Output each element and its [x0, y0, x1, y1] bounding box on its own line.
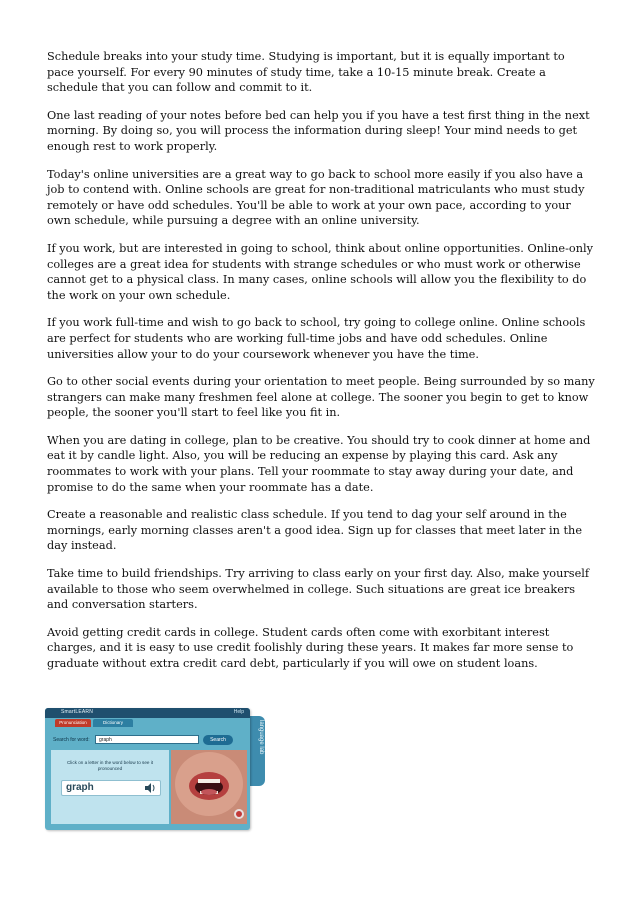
paragraph: Create a reasonable and realistic class schedule. If you tend to dag your self around in the mornings, early morning classes aren't a good idea. Sign up for classes that meet later in the day instead. [47, 508, 583, 553]
instruction-text: Click on a letter in the word below to see it pronounced [66, 760, 154, 771]
side-tab-label: language lab [258, 720, 264, 755]
word-panel [51, 750, 169, 824]
word-box [61, 780, 161, 796]
app-window [45, 708, 250, 830]
tab-pronunciation: Pronunciation [55, 719, 91, 727]
speaker-icon [144, 783, 156, 793]
paragraph: Take time to build friendships. Try arriving to class early on your first day. Also, make yourself available to those who seem overwhelmed in college. Such situations are great ice breakers and conversation starters. [47, 567, 590, 612]
app-logo: SmartLEARN [61, 709, 94, 715]
tab-dictionary: Dictionary [93, 719, 133, 727]
word-display: graph [66, 782, 94, 793]
paragraph: When you are dating in college, plan to be creative. You should try to cook dinner at home and eat it by candle light. Also, you will be reducing an expense by playing this card. Ask any roommates to work with your plans. Tell your roommate to stay away during your date, and promise to do the same when your roommate has a date. [47, 433, 591, 494]
search-input: graph [95, 735, 199, 744]
paragraph: One last reading of your notes before bed can help you if you have a test first thing in the next morning. By doing so, you will process the information during sleep! Your mind needs to get enough rest to work properly. [47, 108, 590, 153]
paragraph: Go to other social events during your orientation to meet people. Being surrounded by so many strangers can make many freshmen feel alone at college. The sooner you begin to get to know people, the sooner you'll start to feel like you fit in. [47, 375, 595, 420]
help-link: Help [233, 709, 244, 715]
search-button: Search [203, 735, 233, 745]
article-body [47, 49, 595, 684]
paragraph: If you work, but are interested in going to school, think about online opportunities. Online-only colleges are a great idea for students with strange schedules or who must work or otherwise cannot get to a physical class. In many cases, online schools will allow you the flexibility to do the work on your own schedule. [47, 241, 594, 302]
paragraph: Avoid getting credit cards in college. Student cards often come with exorbitant interest charges, and it is easy to use credit foolishly during these years. It makes far more sense to graduate without extra credit card debt, particularly if you will owe on student loans. [47, 625, 574, 670]
paragraph: Schedule breaks into your study time. Studying is important, but it is equally important to pace yourself. For every 90 minutes of study time, take a 10-15 minute break. Create a schedule that you can follow and commit to it. [47, 50, 565, 95]
paragraph: Today's online universities are a great way to go back to school more easily if you also have a job to contend with. Online schools are great for non-traditional matriculants who must study remotely or have odd schedules. You'll be able to work at your own pace, according to your own schedule, while pursuing a degree with an online university. [47, 167, 585, 228]
language-app-screenshot [45, 708, 265, 830]
paragraph: If you work full-time and wish to go back to school, try going to college online. Online schools are perfect for students who are working full-time jobs and have odd schedules. Online universities allow your to do your coursework whenever you have the time. [47, 316, 586, 361]
search-label: Search for word: [53, 737, 90, 743]
mouth-image [171, 750, 247, 824]
app-titlebar [45, 708, 250, 718]
mouth-video-panel [171, 750, 247, 824]
search-row [51, 735, 245, 746]
